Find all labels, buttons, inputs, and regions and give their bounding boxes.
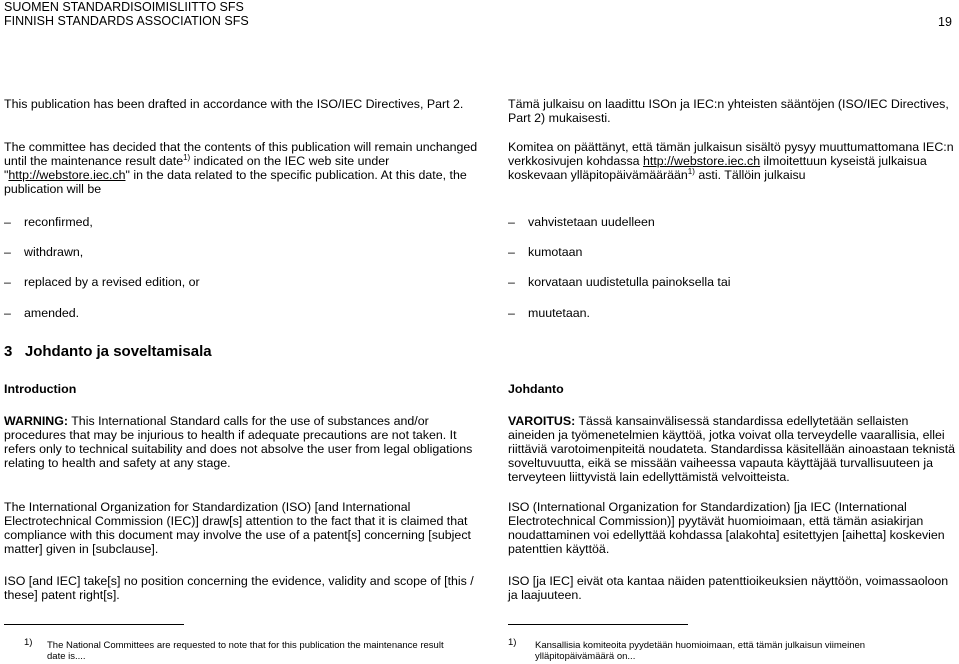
footnote-ref: 1) bbox=[183, 152, 191, 162]
section-heading bbox=[4, 343, 212, 360]
left-paragraph-committee: The committee has decided that the contents of this publication will remain unchanged until the maintenance result date$^{1)}$ indicated on the IEC web site under "http://webstore.iec.ch" in the data related to the specific publication. At this date, the publication will be bbox=[4, 140, 478, 196]
right-footnote-mark: 1) bbox=[508, 637, 517, 648]
left-patent-paragraph: The International Organization for Standardization (ISO) [and International Electrotechnical Commission (IEC)] draw[s] attention to the fact that it is claimed that compliance with this document may involve the use of a patent[s] concerning [subject matter] given in [subclause]. bbox=[4, 500, 471, 556]
dash-mark: – bbox=[508, 275, 515, 289]
list-item: – withdrawn, bbox=[4, 245, 84, 259]
left-position-paragraph: ISO [and IEC] take[s] no position concerning the evidence, validity and scope of [this / these] patent right[s]. bbox=[4, 574, 474, 602]
left-footnote-mark: 1) bbox=[24, 637, 33, 648]
list-item: – reconfirmed, bbox=[4, 215, 93, 229]
johdanto-heading: Johdanto bbox=[508, 382, 564, 396]
warning-label: VAROITUS: bbox=[508, 414, 576, 428]
dash-mark: – bbox=[508, 245, 515, 259]
list-item: – korvataan uudistetulla painoksella tai bbox=[508, 275, 731, 289]
dash-mark: – bbox=[4, 245, 11, 259]
list-item: – kumotaan bbox=[508, 245, 583, 259]
footnote-ref: 1) bbox=[687, 166, 695, 176]
dash-mark: – bbox=[4, 215, 11, 229]
list-item: – muutetaan. bbox=[508, 306, 590, 320]
introduction-heading: Introduction bbox=[4, 382, 77, 396]
left-paragraph-directives: This publication has been drafted in accordance with the ISO/IEC Directives, Part 2. bbox=[4, 97, 464, 111]
page-header bbox=[4, 0, 249, 28]
dash-mark: – bbox=[4, 275, 11, 289]
footnote-rule bbox=[508, 624, 688, 625]
right-position-paragraph: ISO [ja IEC] eivät ota kantaa näiden patenttioikeuksien näyttöön, voimassaoloon ja laajuuteen. bbox=[508, 574, 949, 602]
left-footnote-text: The National Committees are requested to note that for this publication the maintenance result date is.... bbox=[47, 640, 444, 662]
right-paragraph-directives: Tämä julkaisu on laadittu ISOn ja IEC:n yhteisten sääntöjen (ISO/IEC Directives, Part 2) mukaisesti. bbox=[508, 97, 949, 125]
page-number: 19 bbox=[938, 15, 952, 29]
left-warning-paragraph: WARNING: This International Standard calls for the use of substances and/or procedures that may be injurious to health if adequate precautions are not taken. It refers only to technical suitability and does not absolve the user from legal obligations relating to health and safety at any stage. bbox=[4, 414, 473, 470]
dash-mark: – bbox=[508, 306, 515, 320]
dash-mark: – bbox=[508, 215, 515, 229]
webstore-link[interactable]: http://webstore.iec.ch bbox=[643, 154, 761, 168]
right-paragraph-committee: Komitea on päättänyt, että tämän julkaisun sisältö pysyy muuttumattomana IEC:n verkkosivujen kohdassa http://webstore.iec.ch ilmoitettuun kyseistä julkaisua koskevaan ylläpitopäivämäärään$^{1)}$ asti. Tällöin julkaisu bbox=[508, 140, 954, 182]
warning-label: WARNING: bbox=[4, 414, 69, 428]
right-warning-paragraph: VAROITUS: Tässä kansainvälisessä standardissa edellytetään sellaisten aineiden ja työmenetelmien käyttöä, jotka voivat olla terveydelle vaarallisia, ellei riittäviä varotoimenpiteitä noudateta. Standardissa käsitellään ainoastaan teknistä soveltuvuutta, eikä se missään vaiheessa vapauta käyttäjää turvallisuuteen ja terveyteen liittyvistä lain edellyttämistä velvoitteista. bbox=[508, 414, 956, 484]
webstore-link[interactable]: http://webstore.iec.ch bbox=[8, 168, 126, 182]
header-org-en: FINNISH STANDARDS ASSOCIATION SFS bbox=[4, 14, 249, 28]
section-number: 3 bbox=[4, 343, 13, 360]
list-item: – amended. bbox=[4, 306, 80, 320]
list-item: – vahvistetaan uudelleen bbox=[508, 215, 655, 229]
section-title: Johdanto ja soveltamisala bbox=[24, 343, 212, 360]
header-org-fi: SUOMEN STANDARDISOIMISLIITTO SFS bbox=[4, 0, 244, 14]
dash-mark: – bbox=[4, 306, 11, 320]
right-footnote-text: Kansallisia komiteoita pyydetään huomioimaan, että tämän julkaisun viimeinen ylläpitopäivämäärä on... bbox=[535, 640, 866, 662]
footnote-rule bbox=[4, 624, 184, 625]
list-item: – replaced by a revised edition, or bbox=[4, 275, 200, 289]
right-patent-paragraph: ISO (International Organization for Standardization) [ja IEC (International Electrotechnical Commission)] pyytävät huomioimaan, että tämän asiakirjan noudattaminen voi edellyttää kohdassa [alakohta] esitettyjen [aihetta] koskevien patenttien käyttöä. bbox=[508, 500, 945, 556]
